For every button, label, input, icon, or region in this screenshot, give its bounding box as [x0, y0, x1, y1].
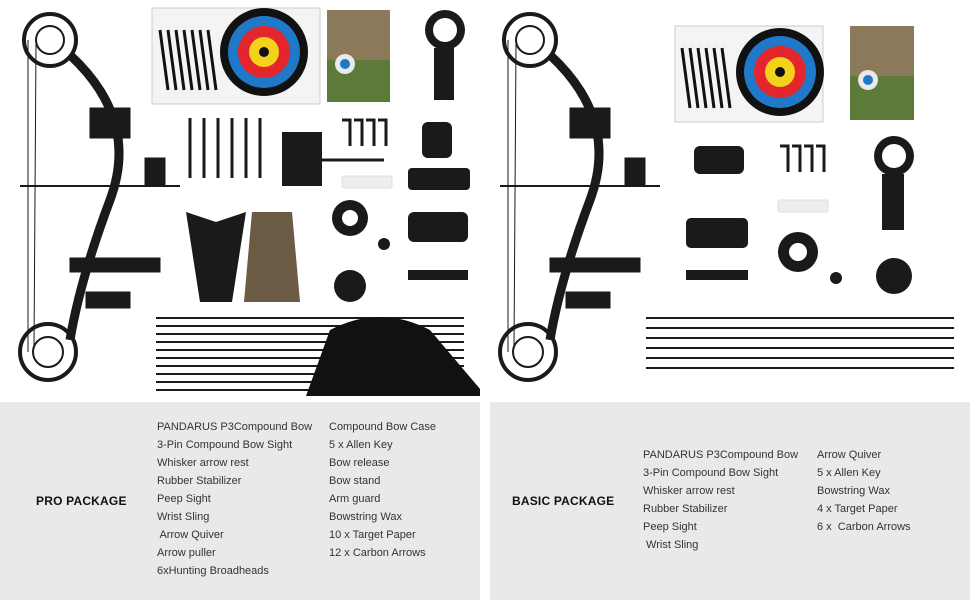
list-item: PANDARUS P3Compound Bow: [643, 449, 799, 461]
pro-package-list-left: [157, 418, 312, 580]
peep-sight-image: [378, 238, 390, 250]
rubber-stabilizer-image: [694, 146, 744, 174]
list-item: Whisker arrow rest: [157, 457, 249, 469]
list-item: Whisker arrow rest: [643, 485, 735, 497]
pro-package-product-photo: [0, 0, 480, 402]
list-item: 3-Pin Compound Bow Sight: [643, 467, 779, 479]
list-item: Peep Sight: [643, 521, 697, 533]
list-item: PANDARUS P3Compound Bow: [157, 421, 313, 433]
allen-key-image: [342, 120, 386, 146]
allen-key-image: [780, 146, 824, 172]
pro-package-title: PRO PACKAGE: [36, 494, 127, 508]
pro-package-illustration: [0, 0, 480, 402]
list-item: Arrow Quiver: [157, 529, 224, 541]
list-item: Wrist Sling: [157, 511, 210, 523]
bowstring-wax-image: [778, 200, 828, 212]
list-item: 6 x Carbon Arrows: [817, 521, 911, 533]
target-paper-image: [675, 26, 824, 122]
pro-package-panel: [0, 0, 480, 600]
basic-package-product-photo: [490, 0, 970, 402]
list-item: Bowstring Wax: [329, 511, 402, 523]
list-item: Bow release: [329, 457, 390, 469]
peep-sight-image: [830, 272, 842, 284]
list-item: Bowstring Wax: [817, 485, 890, 497]
list-item: Bow stand: [329, 475, 381, 487]
bow-sight-image: [425, 10, 465, 100]
basic-package-illustration: [490, 0, 970, 402]
arm-guard-image: [244, 212, 300, 302]
compound-bow-case-image: [306, 317, 480, 396]
arrow-quiver-image: [408, 168, 470, 190]
bow-release-image: [282, 132, 322, 186]
arrow-puller-image: [408, 212, 468, 242]
list-item: 5 x Allen Key: [817, 467, 881, 479]
list-item: 6xHunting Broadheads: [157, 565, 269, 577]
pro-package-info: [0, 402, 480, 600]
list-item: Arm guard: [329, 493, 381, 505]
bow-stand-image: [186, 212, 246, 302]
compound-bow-image: [500, 14, 660, 380]
bowstring-wax-image: [342, 176, 392, 188]
basic-package-title: BASIC PACKAGE: [512, 494, 615, 508]
rubber-stabilizer-image: [422, 122, 452, 158]
list-item: 5 x Allen Key: [329, 439, 393, 451]
list-item: 4 x Target Paper: [817, 503, 898, 515]
panel-divider: [480, 0, 490, 600]
list-item: Peep Sight: [157, 493, 211, 505]
list-item: 12 x Carbon Arrows: [329, 547, 426, 559]
list-item: Rubber Stabilizer: [643, 503, 728, 515]
target-paper-image: [152, 8, 320, 104]
bow-sight-image: [874, 136, 914, 230]
list-item: Rubber Stabilizer: [157, 475, 242, 487]
basic-package-panel: [490, 0, 970, 600]
list-item: Wrist Sling: [643, 539, 699, 551]
basic-package-list-right: [817, 446, 911, 536]
list-item: Arrow Quiver: [817, 449, 882, 461]
basic-package-list-left: [643, 446, 798, 554]
broadheads-image: [190, 118, 260, 178]
pro-package-list-right: [329, 418, 436, 562]
carbon-arrows-image: [646, 318, 954, 368]
list-item: Arrow puller: [157, 547, 216, 559]
wrist-sling-image: [876, 258, 912, 294]
wrist-sling-image: [334, 270, 366, 302]
list-item: 10 x Target Paper: [329, 529, 416, 541]
list-item: Compound Bow Case: [329, 421, 437, 433]
basic-package-info: [490, 402, 970, 600]
list-item: 3-Pin Compound Bow Sight: [157, 439, 293, 451]
arrow-quiver-image: [686, 218, 748, 248]
